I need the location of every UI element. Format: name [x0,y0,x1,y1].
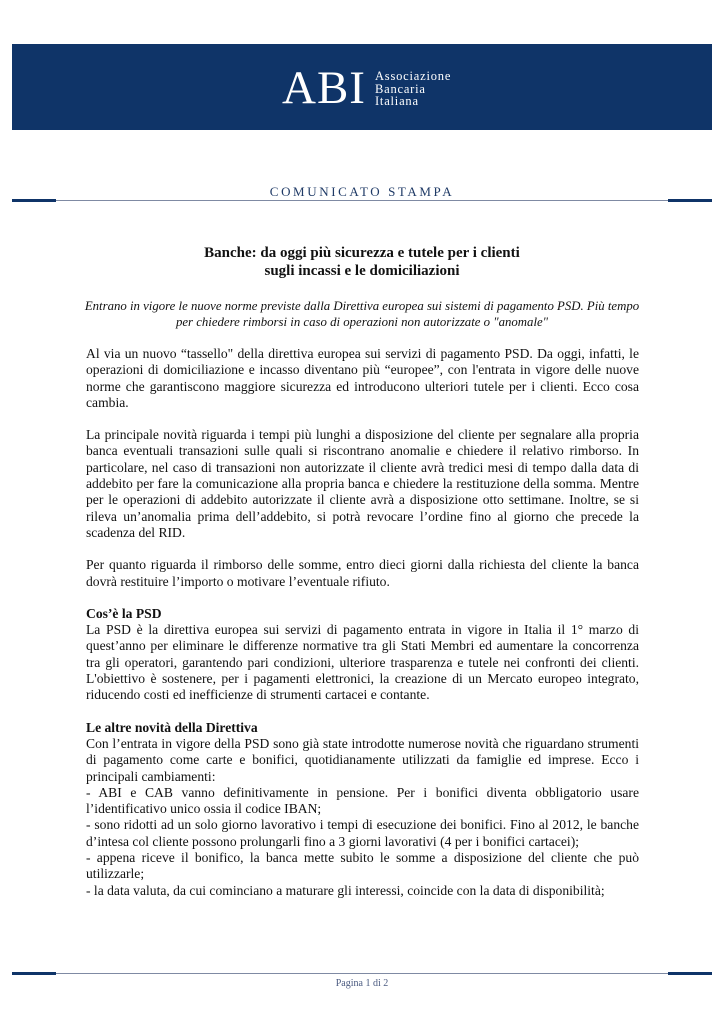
logo-line: Italiana [374,94,419,108]
section-text: La PSD è la direttiva europea sui servizi di pagamento entrata in vigore in Italia il 1° marzo di quest’anno per eliminare le differenze normative tra gli Stati Membri ed aumentare la concorrenza tra gli operatori, garantendo pari condizioni, ulteriore trasparenza e tutele nei confronti dei clienti. L'obiettivo è sostenere, per i pagamenti elettronici, la creazione di un Mercato europeo integrato, riducendo costi ed inefficienze di strumenti cartacei e contante. [86,622,639,703]
press-release-label: COMUNICATO STAMPA [269,184,455,199]
section-intro: Con l’entrata in vigore della PSD sono già state introdotte numerose novità che riguardano strumenti di pagamento come carte e bonifici, quotidianamente utilizzati da famiglie ed imprese. Ecco i principali cambiamenti: [86,735,639,784]
footer-rule-accent-right [668,972,712,975]
section-novita [86,720,639,899]
paragraph: Per quanto riguarda il rimborso delle somme, entro dieci giorni dalla richiesta del cliente la banca dovrà restituire l’importo o motivare l’eventuale rifiuto. [86,557,639,589]
logo-line: Associazione [374,69,452,83]
section-heading: Cos’è la PSD [86,605,162,621]
footer-rule-accent-left [12,972,56,975]
article-body [86,346,639,915]
changes-list [86,785,639,899]
list-item: - appena riceve il bonifico, la banca mette subito le somme a disposizione del cliente che può utilizzarle; [86,850,639,882]
title-line: sugli incassi e le domiciliazioni [264,263,460,279]
abi-logo [282,62,452,114]
section-psd [86,606,639,704]
title-line: Banche: da oggi più sicurezza e tutele per i clienti [204,245,520,261]
section-heading: Le altre novità della Direttiva [86,719,258,735]
paragraph: La principale novità riguarda i tempi più lunghi a disposizione del cliente per segnalare alla propria banca eventuali transazioni sulle quali si riscontrano anomalie e chiedere il relativo rimborso. In particolare, nel caso di transazioni non autorizzate il cliente avrà tredici mesi di tempo dalla data di addebito per fare la comunicazione alla propria banca e chiedere la restituzione della somma. Mentre per le operazioni di addebito autorizzate il cliente avrà a disposizione otto settimane. Inoltre, se si rileva un’anomalia prima dell’addebito, si potrà revocare l’ordine fino al giorno che precede la scadenza del RID. [86,427,639,540]
logo-text [375,70,451,108]
kicker-rule [12,200,712,201]
list-item: - sono ridotti ad un solo giorno lavorativo i tempi di esecuzione dei bonifici. Fino al 2012, le banche d’intesa col cliente possono prolungarli fino a 3 giorni lavorativi (4 per i bonifici cartacei); [86,817,639,849]
footer-rule [12,973,712,974]
page-number: Pagina 1 di 2 [335,978,389,989]
list-item: - ABI e CAB vanno definitivamente in pensione. Per i bonifici diventa obbligatorio usare l’identificativo unico ossia il codice IBAN; [86,784,639,817]
subtitle: Entrano in vigore le nuove norme previste dalla Direttiva europea sui sistemi di pagamento PSD. Più tempo per chiedere rimborsi in caso di operazioni non autorizzate o "anomale" [84,299,640,329]
list-item: - la data valuta, da cui cominciano a maturare gli interessi, coincide con la data di disponibilità; [86,882,605,898]
page-title [60,244,664,280]
paragraph: Al via un nuovo “tassello" della direttiva europea sui servizi di pagamento PSD. Da oggi, infatti, le operazioni di domiciliazione e incasso diventano più “europee”, con l'entrata in vigore delle nuove norme che garantiscono maggiore sicurezza ed introducono ulteriori tutele per i clienti. Ecco cosa cambia. [86,346,639,410]
kicker-rule-accent-right [668,199,712,202]
logo-mark: ABI [282,62,366,114]
kicker-rule-accent-left [12,199,56,202]
logo-line: Bancaria [374,81,426,96]
